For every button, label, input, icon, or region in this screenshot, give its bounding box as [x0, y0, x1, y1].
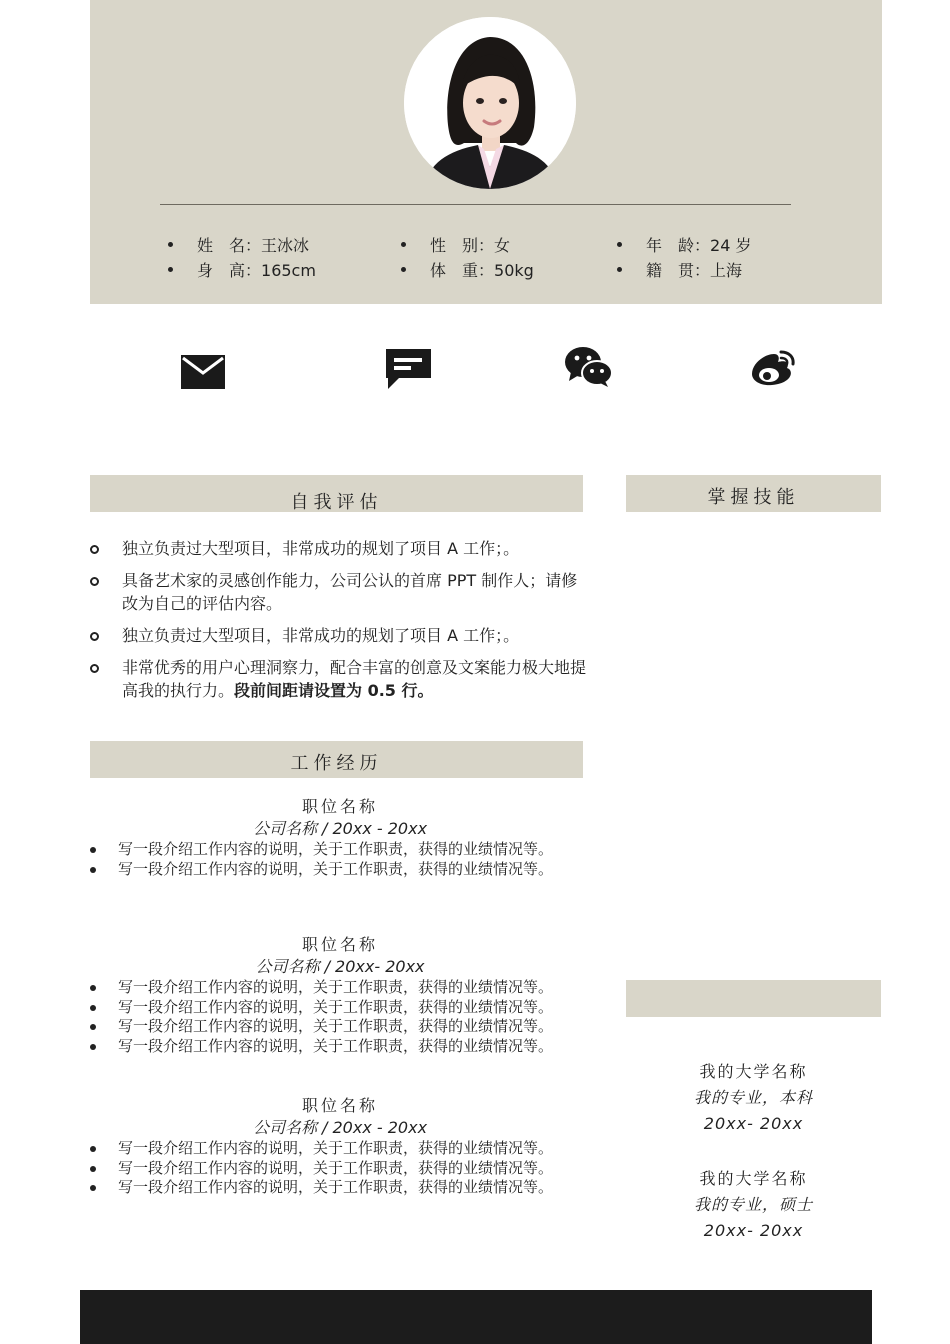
eval-bold-note: 段前间距请设置为 0.5 行。 — [234, 681, 434, 700]
list-item: 写一段介绍工作内容的说明，关于工作职责，获得的业绩情况等。 — [90, 1178, 590, 1198]
info-age — [617, 233, 751, 256]
info-height-value: 165cm — [261, 261, 316, 280]
info-hometown-value: 上海 — [710, 261, 743, 280]
job-desc-list — [90, 840, 590, 879]
job-company: 公司名称 / 20xx - 20xx — [252, 819, 428, 838]
school-major: 我的专业，硕士 — [693, 1195, 813, 1214]
list-item: 写一段介绍工作内容的说明，关于工作职责，获得的业绩情况等。 — [90, 1017, 590, 1037]
list-item — [90, 624, 590, 647]
work-header — [90, 741, 583, 778]
footer-band — [80, 1290, 872, 1344]
info-age-label: 年 龄： — [646, 236, 711, 255]
job-title: 职位名称 — [301, 797, 378, 816]
info-age-value: 24 岁 — [710, 236, 752, 255]
info-weight — [401, 258, 534, 281]
school-major: 我的专业，本科 — [693, 1088, 813, 1107]
list-item: 写一段介绍工作内容的说明，关于工作职责，获得的业绩情况等。 — [90, 840, 590, 860]
bullet-dot — [168, 242, 173, 247]
bullet-dot — [617, 267, 622, 272]
skills-header — [626, 475, 881, 512]
job-title: 职位名称 — [301, 1096, 378, 1115]
eval-text: 具备艺术家的灵感创作能力，公司公认的首席 PPT 制作人；请修改为自己的评估内容。 — [122, 571, 578, 613]
message-icon[interactable] — [386, 349, 431, 394]
list-item: 写一段介绍工作内容的说明，关于工作职责，获得的业绩情况等。 — [90, 1159, 590, 1179]
info-weight-label: 体 重： — [430, 261, 495, 280]
bullet-dot — [168, 267, 173, 272]
info-name-value: 王冰冰 — [261, 236, 310, 255]
info-name — [168, 233, 309, 256]
weibo-icon[interactable] — [750, 350, 795, 391]
list-item: 写一段介绍工作内容的说明，关于工作职责，获得的业绩情况等。 — [90, 860, 590, 880]
bullet-dot — [401, 242, 406, 247]
info-gender-label: 性 别： — [430, 236, 495, 255]
info-weight-value: 50kg — [494, 261, 534, 280]
info-hometown — [617, 258, 742, 281]
bullet-dot — [617, 242, 622, 247]
list-item — [90, 537, 590, 560]
wechat-icon[interactable] — [565, 346, 612, 392]
list-item — [90, 569, 590, 615]
skills-title: 掌握技能 — [707, 487, 800, 508]
info-gender-value: 女 — [494, 236, 511, 255]
self-eval-title: 自我评估 — [290, 492, 383, 512]
education-entry-2 — [626, 1166, 881, 1244]
education-header — [626, 980, 881, 1017]
job-title: 职位名称 — [301, 935, 378, 954]
profile-photo — [404, 17, 576, 189]
info-height — [168, 258, 316, 281]
job-company: 公司名称 / 20xx - 20xx — [252, 1118, 428, 1137]
job-entry-1 — [90, 796, 590, 879]
list-item: 写一段介绍工作内容的说明，关于工作职责，获得的业绩情况等。 — [90, 1139, 590, 1159]
eval-text: 独立负责过大型项目，非常成功的规划了项目 A 工作；。 — [122, 626, 520, 645]
school-period: 20xx- 20xx — [703, 1114, 804, 1133]
school-name: 我的大学名称 — [699, 1062, 808, 1081]
school-period: 20xx- 20xx — [703, 1221, 804, 1240]
avatar-portrait — [404, 17, 576, 189]
eval-text: 非常优秀的用户心理洞察力，配合丰富的创意及文案能力极大地提高我的执行力。 — [122, 658, 587, 700]
info-height-label: 身 高： — [197, 261, 262, 280]
eval-text: 独立负责过大型项目，非常成功的规划了项目 A 工作；。 — [122, 539, 520, 558]
job-company: 公司名称 / 20xx- 20xx — [255, 957, 425, 976]
job-desc-list — [90, 978, 590, 1056]
info-gender — [401, 233, 510, 256]
list-item — [90, 656, 590, 702]
bullet-dot — [401, 267, 406, 272]
info-name-label: 姓 名： — [197, 236, 262, 255]
education-entry-1 — [626, 1059, 881, 1137]
info-hometown-label: 籍 贯： — [646, 261, 711, 280]
email-icon[interactable] — [181, 355, 225, 393]
school-name: 我的大学名称 — [699, 1169, 808, 1188]
self-eval-header — [90, 475, 583, 512]
self-eval-list — [90, 537, 590, 711]
job-entry-3 — [90, 1095, 590, 1198]
list-item: 写一段介绍工作内容的说明，关于工作职责，获得的业绩情况等。 — [90, 978, 590, 998]
job-desc-list — [90, 1139, 590, 1198]
work-title: 工作经历 — [290, 753, 383, 774]
job-entry-2 — [90, 934, 590, 1056]
list-item: 写一段介绍工作内容的说明，关于工作职责，获得的业绩情况等。 — [90, 998, 590, 1018]
list-item: 写一段介绍工作内容的说明，关于工作职责，获得的业绩情况等。 — [90, 1037, 590, 1057]
header-divider — [160, 204, 791, 205]
